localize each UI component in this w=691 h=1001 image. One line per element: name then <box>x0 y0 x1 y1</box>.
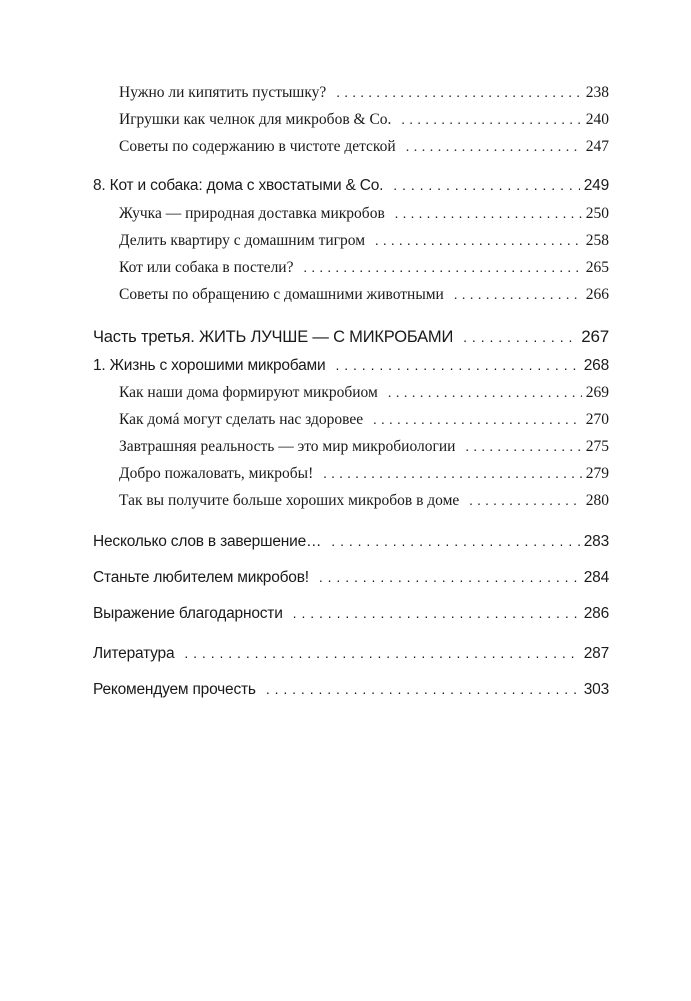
toc-entry-page: 303 <box>583 681 609 698</box>
toc-entry <box>119 286 609 304</box>
toc-entry-title: Нужно ли кипятить пустышку? <box>119 84 327 101</box>
toc-entry-page: 269 <box>585 384 609 401</box>
toc-entry-title: 1. Жизнь с хорошими микробами <box>93 357 326 374</box>
dot-leader <box>393 177 579 193</box>
toc-entry <box>119 84 609 102</box>
toc-entry-page: 270 <box>585 411 609 428</box>
toc-entry <box>119 465 609 483</box>
dot-leader <box>465 440 581 456</box>
toc-entry <box>119 232 609 250</box>
toc-entry-title: Как домá могут сделать нас здоровее <box>119 411 364 428</box>
toc-entry-page: 284 <box>583 569 609 586</box>
dot-leader <box>303 261 581 277</box>
toc-entry-title: Игрушки как челнок для микробов & Co. <box>119 111 392 128</box>
dot-leader <box>463 329 577 345</box>
dot-leader <box>469 494 581 510</box>
toc-entry-title: Станьте любителем микробов! <box>93 569 309 586</box>
toc-entry-title: Как наши дома формируют микробиом <box>119 384 378 401</box>
toc-entry-page: 279 <box>585 465 609 482</box>
toc-entry-title: Кот или собака в постели? <box>119 259 294 276</box>
dot-leader <box>293 605 580 621</box>
toc-entry <box>119 111 609 129</box>
dot-leader <box>395 207 582 223</box>
toc-chapter <box>93 681 609 699</box>
toc-entry-page: 240 <box>585 111 609 128</box>
toc-entry-title: Делить квартиру с домашним тигром <box>119 232 366 249</box>
toc-chapter <box>93 533 609 551</box>
toc-part <box>93 327 609 347</box>
toc-chapter <box>93 605 609 623</box>
toc-entry <box>119 205 609 223</box>
toc-entry-page: 258 <box>585 232 609 249</box>
toc-entry-title: Добро пожаловать, микробы! <box>119 465 314 482</box>
dot-leader <box>373 413 582 429</box>
dot-leader <box>331 533 579 549</box>
toc-entry-page: 267 <box>581 327 609 346</box>
toc-entry-title: Советы по содержанию в чистоте детской <box>119 138 396 155</box>
toc-entry-title: Выражение благодарности <box>93 605 283 622</box>
dot-leader <box>319 569 580 585</box>
toc-entry <box>119 138 609 156</box>
toc-entry-title: Несколько слов в завершение… <box>93 533 322 550</box>
toc-entry-page: 268 <box>583 357 609 374</box>
toc-chapter <box>93 357 609 375</box>
toc-chapter <box>93 569 609 587</box>
dot-leader <box>323 467 582 483</box>
toc-entry-title: Рекомендуем прочесть <box>93 681 256 698</box>
toc-entry-page: 249 <box>583 177 609 194</box>
toc-entry-title: Литература <box>93 645 175 662</box>
dot-leader <box>375 234 582 250</box>
toc-entry <box>119 259 609 277</box>
toc-entry-page: 283 <box>583 533 609 550</box>
toc-entry-title: Завтрашняя реальность — это мир микробиологии <box>119 438 456 455</box>
toc-entry <box>119 411 609 429</box>
toc-entry-page: 280 <box>585 492 609 509</box>
toc-entry-page: 247 <box>585 138 609 155</box>
toc-entry-page: 266 <box>585 286 609 303</box>
dot-leader <box>335 357 579 373</box>
toc-entry-title: Советы по обращению с домашними животными <box>119 286 444 303</box>
dot-leader <box>401 113 581 129</box>
toc-entry-title: 8. Кот и собака: дома с хвостатыми & Co. <box>93 177 384 194</box>
dot-leader <box>266 681 580 697</box>
toc-entry-page: 238 <box>585 84 609 101</box>
toc-entry-page: 250 <box>585 205 609 222</box>
toc-entry <box>119 438 609 456</box>
toc-entry <box>119 384 609 402</box>
toc-entry <box>119 492 609 510</box>
dot-leader <box>454 288 582 304</box>
dot-leader <box>406 140 582 156</box>
toc-entry-page: 286 <box>583 605 609 622</box>
toc-chapter <box>93 177 609 195</box>
toc-entry-title: Часть третья. ЖИТЬ ЛУЧШЕ — С МИКРОБАМИ <box>93 328 454 346</box>
toc-entry-page: 275 <box>585 438 609 455</box>
toc-entry-page: 265 <box>585 259 609 276</box>
toc-entry-page: 287 <box>583 645 609 662</box>
dot-leader <box>388 386 582 402</box>
toc-entry-title: Жучка — природная доставка микробов <box>119 205 385 222</box>
dot-leader <box>184 645 579 661</box>
toc-chapter <box>93 645 609 663</box>
dot-leader <box>336 86 581 102</box>
toc-entry-title: Так вы получите больше хороших микробов в доме <box>119 492 460 509</box>
